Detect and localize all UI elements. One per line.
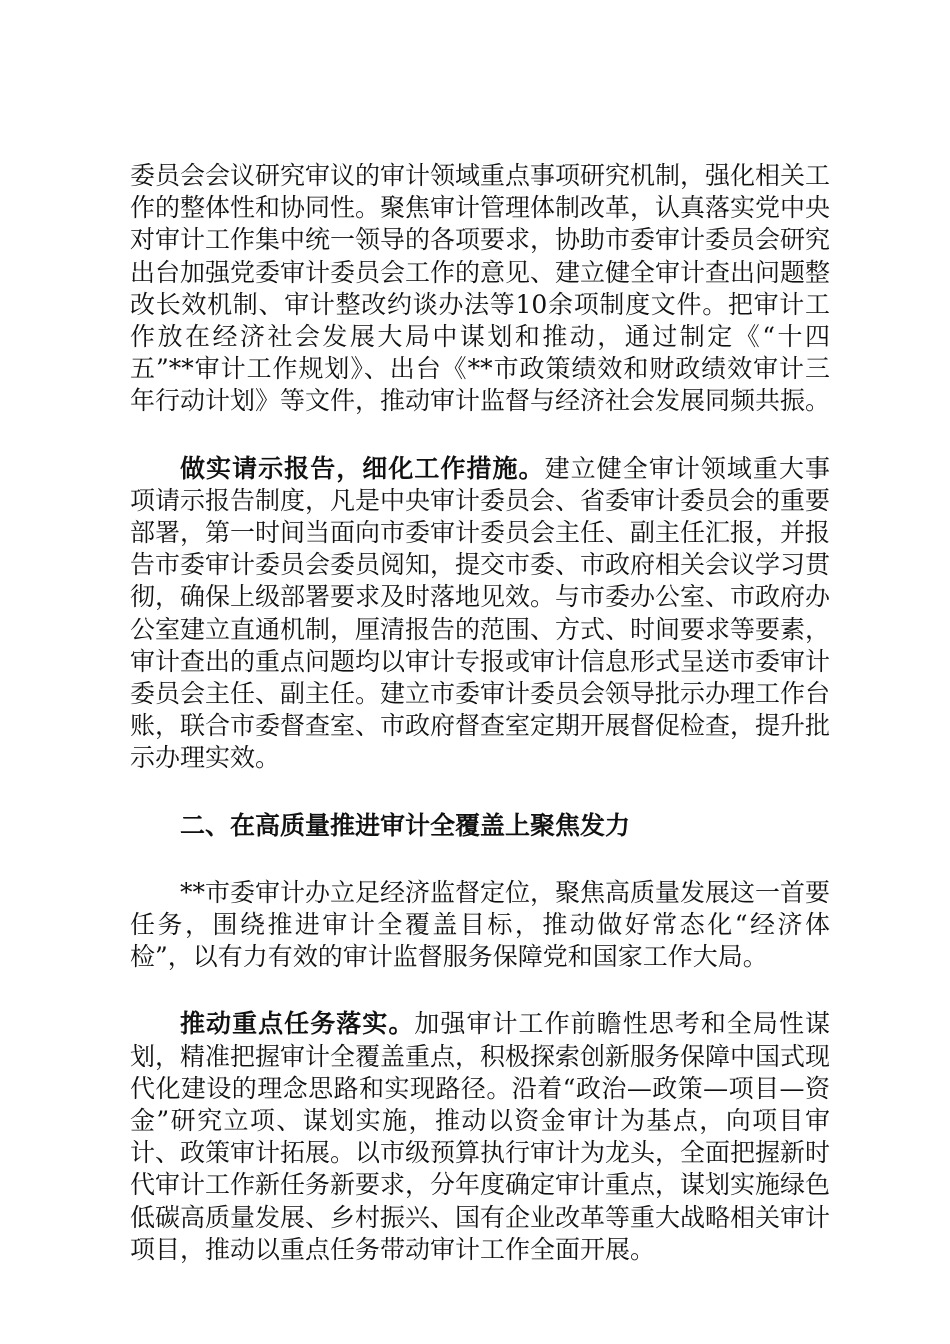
paragraph-text: 建立健全审计领域重大事项请示报告制度，凡是中央审计委员会、省委审计委员会的重要部署，第一时间当面向市委审计委员会主任、副主任汇报，并报告市委审计委员会委员阅知，提交市委、市政府相关会议学习贯彻，确保上级部署要求及时落地见效。与市委办公室、市政府办公室建立直通机制，厘清报告的范围、方式、时间要求等要素，审计查出的重点问题均以审计专报或审计信息形式呈送市委审计委员会主任、副主任。建立市委审计委员会领导批示办理工作台账，联合市委督查室、市政府督查室定期开展督促检查，提升批示办理实效。 xyxy=(130,453,831,773)
document-body xyxy=(130,160,830,1266)
paragraph-tasks xyxy=(130,1008,830,1266)
paragraph-continued xyxy=(130,160,830,418)
paragraph-report xyxy=(130,453,830,775)
paragraph-text: **市委审计办立足经济监督定位，聚焦高质量发展这一首要任务，围绕推进审计全覆盖目标，推动做好常态化“经济体检”，以有力有效的审计监督服务保障党和国家工作大局。 xyxy=(130,877,831,972)
paragraph-gap xyxy=(130,973,830,1008)
paragraph-gap xyxy=(130,418,830,453)
paragraph-intro xyxy=(130,877,830,974)
paragraph-text: 委员会会议研究审议的审计领域重点事项研究机制，强化相关工作的整体性和协同性。聚焦审计管理体制改革，认真落实党中央对审计工作集中统一领导的各项要求，协助市委审计委员会研究出台加强党委审计委员会工作的意见、建立健全审计查出问题整改长效机制、审计整改约谈办法等10余项制度文件。把审计工作放在经济社会发展大局中谋划和推动，通过制定《“十四五”**审计工作规划》、出台《**市政策绩效和财政绩效审计三年行动计划》等文件，推动审计监督与经济社会发展同频共振。 xyxy=(130,161,831,416)
paragraph-gap xyxy=(130,775,830,810)
paragraph-gap xyxy=(130,842,830,877)
paragraph-lead: 推动重点任务落实。 xyxy=(180,1009,415,1039)
paragraph-text: 加强审计工作前瞻性思考和全局性谋划，精准把握审计全覆盖重点，积极探索创新服务保障中国式现代化建设的理念思路和实现路径。沿着“政治—政策—项目—资金”研究立项、谋划实施，推动以资金审计为基点，向项目审计、政策审计拓展。以市级预算执行审计为龙头，全面把握新时代审计工作新任务新要求，分年度确定审计重点，谋划实施绿色低碳高质量发展、乡村振兴、国有企业改革等重大战略相关审计项目，推动以重点任务带动审计工作全面开展。 xyxy=(130,1009,831,1264)
paragraph-lead: 做实请示报告，细化工作措施。 xyxy=(180,453,545,483)
section-heading: 二、在高质量推进审计全覆盖上聚焦发力 xyxy=(180,810,631,840)
